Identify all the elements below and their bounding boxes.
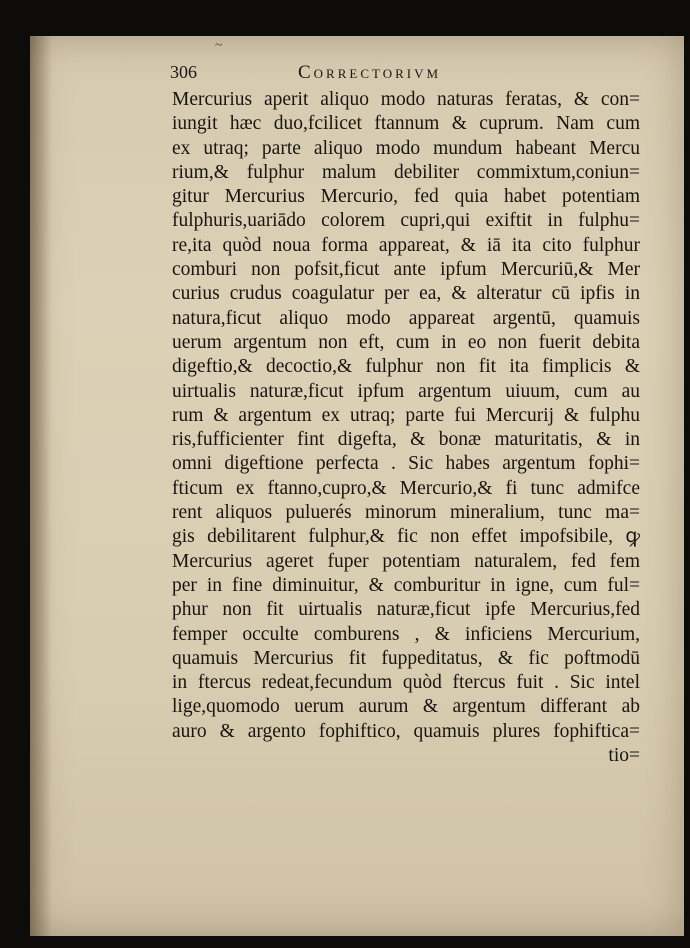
text-line: ris,fufficienter fint digefta, & bonæ maturitatis, & in	[172, 429, 640, 451]
text-line: Mercurius ageret fuper potentiam naturalem, fed fem	[172, 550, 640, 572]
text-line: quamuis Mercurius fit fuppeditatus, & fic poftmodū	[172, 647, 640, 669]
text-line: per in fine diminuitur, & comburitur in igne, cum ful=	[172, 574, 640, 596]
top-mark: ~	[215, 38, 223, 53]
text-line: rium,& fulphur malum debiliter commixtum,coniun=	[172, 161, 640, 183]
text-line: tio=	[608, 745, 640, 767]
text-line: iungit hæc duo,fcilicet ftannum & cuprum. Nam cum	[172, 113, 640, 135]
text-line: re,ita quòd noua forma appareat, & iā ita cito fulphur	[172, 234, 640, 256]
text-line: auro & argento fophiftico, quamuis plures fophiftica=	[172, 720, 640, 742]
text-line: gis debilitarent fulphur,& fic non effet impofsibile, ꝙ	[172, 526, 640, 548]
text-line: rum & argentum ex utraq; parte fui Mercurij & fulphu	[172, 404, 640, 426]
text-line: phur non fit uirtualis naturæ,ficut ipfe Mercurius,fed	[172, 599, 640, 621]
page-number: 306	[170, 62, 197, 82]
text-line: uerum argentum non eft, cum in eo non fuerit debita	[172, 331, 640, 353]
text-line: gitur Mercurius Mercurio, fed quia habet potentiam	[172, 186, 640, 208]
text-line: natura,ficut aliquo modo appareat argentū, quamuis	[172, 307, 640, 329]
text-line: omni digeftione perfecta . Sic habes argentum fophi=	[172, 453, 640, 475]
text-line: fticum ex ftanno,cupro,& Mercurio,& fi tunc admifce	[172, 477, 640, 499]
text-line: in ftercus redeat,fecundum quòd ftercus fuit . Sic intel	[172, 672, 640, 694]
text-line: ex utraq; parte aliquo modo mundum habeant Mercu	[172, 137, 640, 159]
text-line: rent aliquos puluerés minorum mineralium, tunc ma=	[172, 502, 640, 524]
page-gutter-shadow	[30, 36, 52, 936]
body-text	[172, 88, 640, 768]
page-header	[170, 62, 570, 86]
text-line: digeftio,& decoctio,& fulphur non fit ita fimplicis &	[172, 356, 640, 378]
text-line: fulphuris,uariādo colorem cupri,qui exiftit in fulphu=	[172, 210, 640, 232]
text-line: curius crudus coagulatur per ea, & alteratur cū ipfis in	[172, 283, 640, 305]
text-line: Mercurius aperit aliquo modo naturas feratas, & con=	[172, 89, 640, 110]
text-line: femper occulte comburens , & inficiens Mercurium,	[172, 623, 640, 645]
text-line: uirtualis naturæ,ficut ipfum argentum uiuum, cum au	[172, 380, 640, 402]
text-line: comburi non pofsit,ficut ante ipfum Mercuriū,& Mer	[172, 259, 640, 281]
text-line: lige,quomodo uerum aurum & argentum differant ab	[172, 696, 640, 718]
running-title: Correctorivm	[298, 62, 442, 83]
